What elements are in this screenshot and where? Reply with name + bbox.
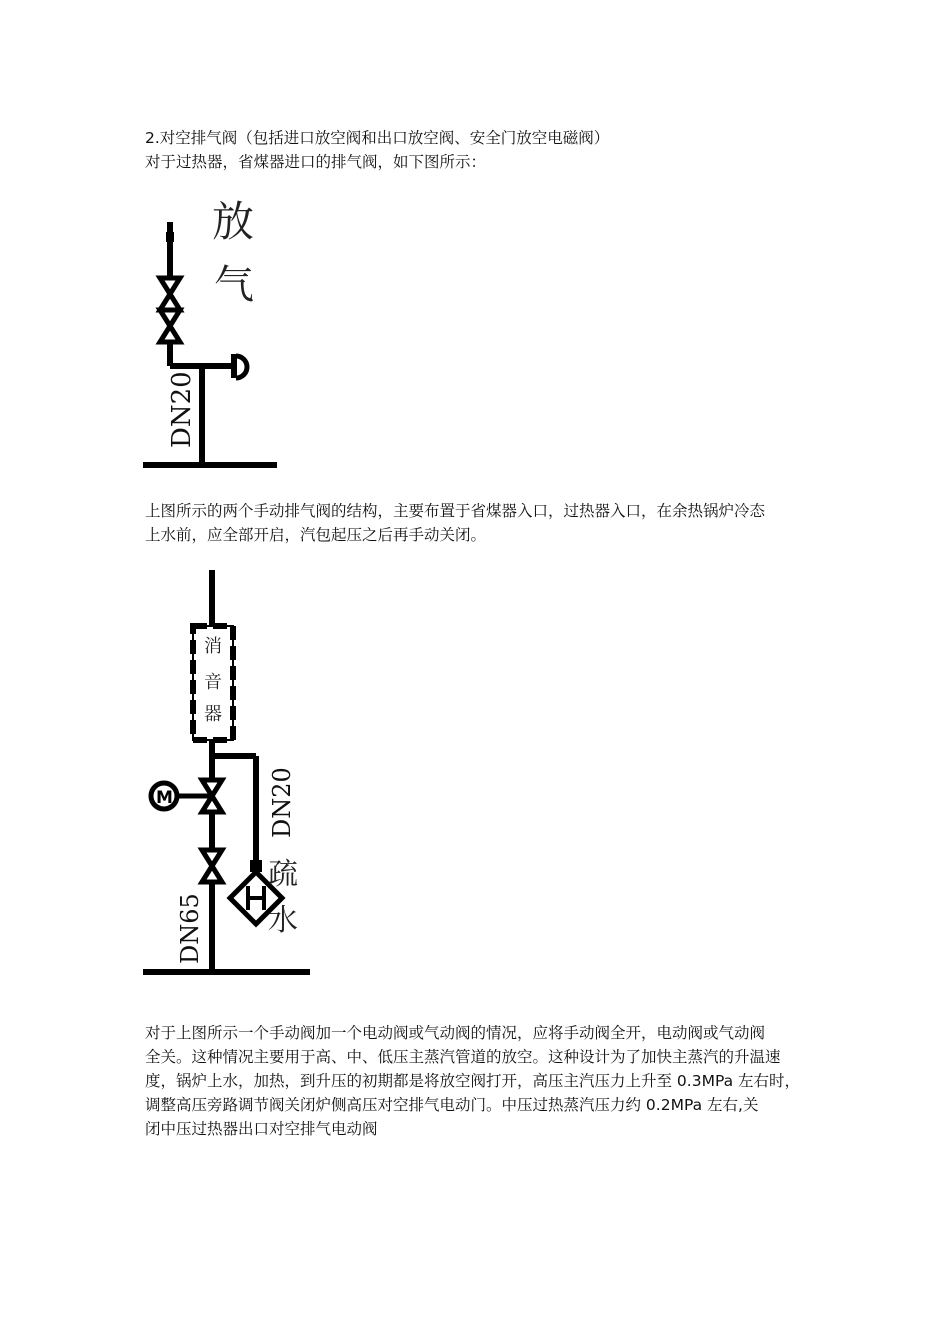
pipe-size-label: DN20	[167, 371, 197, 448]
vent-valve-diagram-2	[140, 560, 330, 980]
manual-valve-icon	[160, 278, 180, 310]
silencer-label: 器	[204, 704, 222, 725]
paragraph-3-line: 度，锅炉上水，加热，到升压的初期都是将放空阀打开，高压主汽压力上升至 0.3MPa 左右时，	[145, 1072, 801, 1090]
vent-valve-diagram-1	[140, 190, 300, 480]
paragraph-2-line: 上图所示的两个手动排气阀的结构，主要布置于省煤器入口，过热器入口，在余热锅炉冷态	[145, 502, 766, 520]
pipe-size-main-label: DN65	[176, 893, 204, 964]
motor-actuator-icon	[151, 783, 177, 809]
paragraph-2	[145, 499, 825, 547]
paragraph-3-line: 全关。这种情况主要用于高、中、低压主蒸汽管道的放空。这种设计为了加快主蒸汽的升温速	[145, 1048, 781, 1066]
paragraph-3-line: 调整高压旁路调节阀关闭炉侧高压对空排气电动门。中压过热蒸汽压力约 0.2MPa 左右,关	[145, 1096, 759, 1114]
pipe-cap-icon	[234, 354, 247, 378]
silencer-label: 消	[204, 636, 222, 657]
paragraph-3-line: 对于上图所示一个手动阀加一个电动阀或气动阀的情况，应将手动阀全开，电动阀或气动阀	[145, 1024, 766, 1042]
paragraph-3-line: 闭中压过热器出口对空排气电动阀	[145, 1120, 378, 1138]
svg-text:M: M	[156, 788, 173, 808]
drain-label: 疏	[268, 857, 298, 892]
drain-label: 水	[268, 903, 298, 938]
manual-valve-icon	[160, 310, 180, 342]
pipe-size-drain-label: DN20	[268, 767, 296, 838]
paragraph-2-line: 上水前，应全部开启，汽包起压之后再手动关闭。	[145, 526, 487, 544]
vent-label-1: 放	[212, 197, 255, 246]
intro-block	[145, 126, 825, 174]
section-heading: 2.对空排气阀（包括进口放空阀和出口放空阀、安全门放空电磁阀）	[145, 129, 610, 147]
manual-valve-icon	[202, 850, 222, 882]
paragraph-3	[145, 1021, 825, 1141]
section-intro: 对于过热器，省煤器进口的排气阀，如下图所示：	[145, 153, 487, 171]
silencer-label: 音	[204, 672, 222, 693]
vent-label-2: 气	[214, 262, 254, 308]
